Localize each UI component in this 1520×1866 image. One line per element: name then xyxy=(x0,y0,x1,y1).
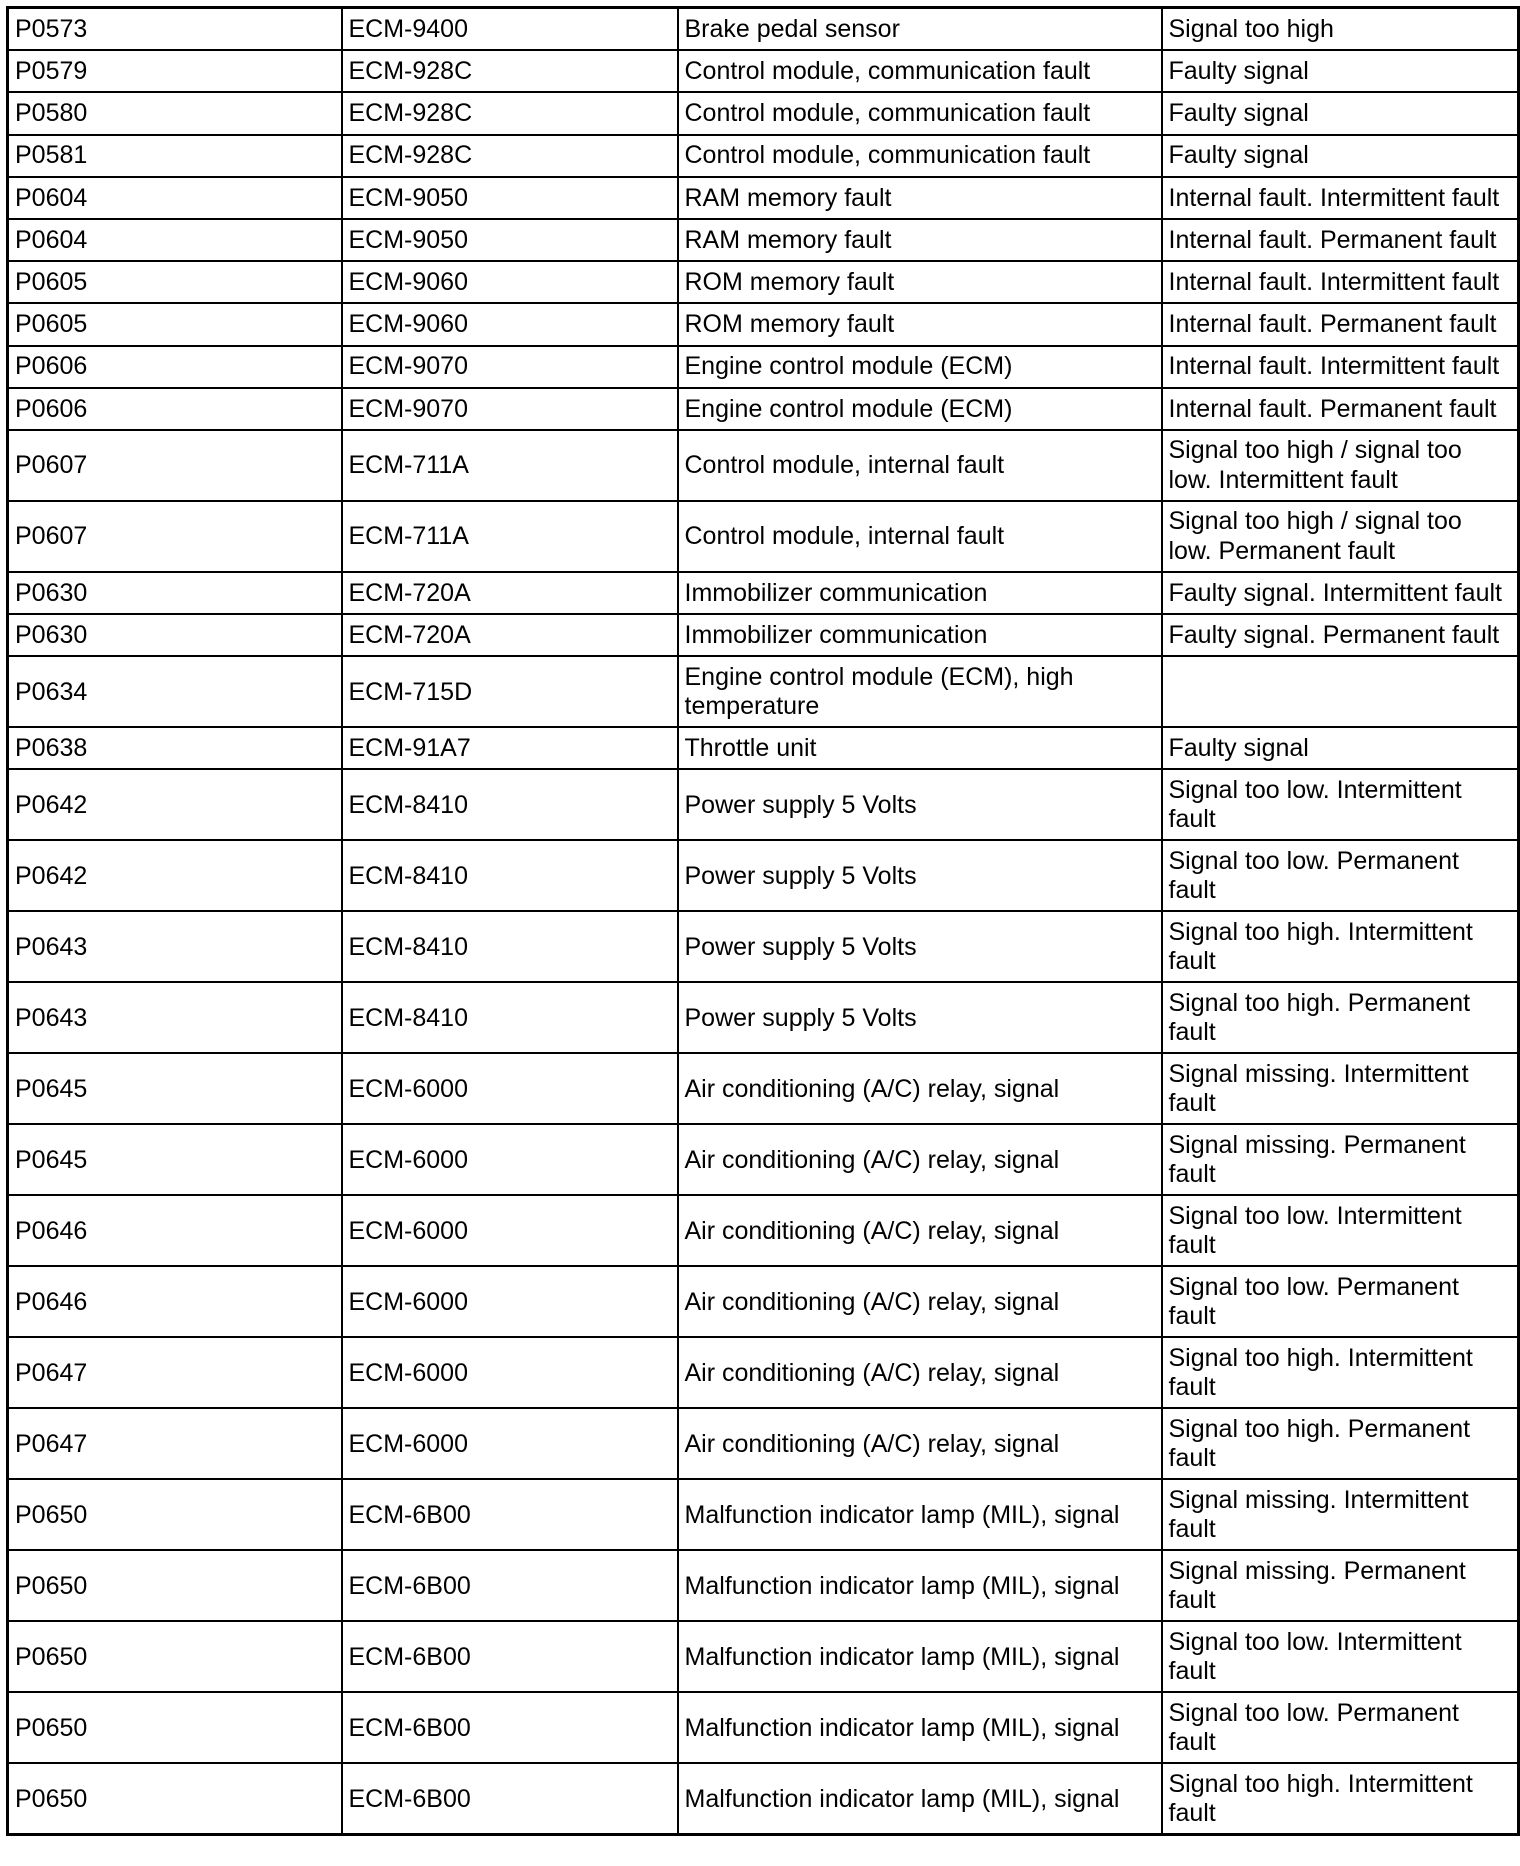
dtc-code-cell: P0646 xyxy=(8,1266,342,1337)
ecm-code-cell: ECM-6000 xyxy=(342,1337,678,1408)
ecm-code-cell: ECM-9060 xyxy=(342,303,678,345)
dtc-code-cell: P0650 xyxy=(8,1550,342,1621)
ecm-code-cell: ECM-6B00 xyxy=(342,1692,678,1763)
component-cell: Control module, internal fault xyxy=(678,430,1162,501)
component-cell: ROM memory fault xyxy=(678,303,1162,345)
fault-status-cell: Signal too high. Intermittent fault xyxy=(1162,1337,1519,1408)
table-row xyxy=(8,1266,1519,1337)
fault-status-cell: Internal fault. Intermittent fault xyxy=(1162,346,1519,388)
fault-status-cell: Faulty signal xyxy=(1162,727,1519,769)
table-row xyxy=(8,1195,1519,1266)
component-cell: Immobilizer communication xyxy=(678,614,1162,656)
table-row xyxy=(8,219,1519,261)
dtc-code-cell: P0650 xyxy=(8,1621,342,1692)
ecm-code-cell: ECM-8410 xyxy=(342,911,678,982)
table-row xyxy=(8,727,1519,769)
fault-status-cell: Faulty signal. Intermittent fault xyxy=(1162,572,1519,614)
ecm-code-cell: ECM-8410 xyxy=(342,769,678,840)
dtc-code-cell: P0650 xyxy=(8,1692,342,1763)
component-cell: Air conditioning (A/C) relay, signal xyxy=(678,1408,1162,1479)
dtc-code-cell: P0650 xyxy=(8,1763,342,1835)
table-row xyxy=(8,303,1519,345)
component-cell: Air conditioning (A/C) relay, signal xyxy=(678,1195,1162,1266)
ecm-code-cell: ECM-6B00 xyxy=(342,1479,678,1550)
table-row xyxy=(8,501,1519,572)
ecm-code-cell: ECM-9050 xyxy=(342,219,678,261)
component-cell: Malfunction indicator lamp (MIL), signal xyxy=(678,1550,1162,1621)
table-row xyxy=(8,1124,1519,1195)
component-cell: Malfunction indicator lamp (MIL), signal xyxy=(678,1763,1162,1835)
component-cell: Control module, communication fault xyxy=(678,135,1162,177)
dtc-code-cell: P0643 xyxy=(8,911,342,982)
component-cell: ROM memory fault xyxy=(678,261,1162,303)
dtc-code-cell: P0606 xyxy=(8,388,342,430)
document-page xyxy=(6,6,1517,1836)
table-row xyxy=(8,769,1519,840)
component-cell: Engine control module (ECM) xyxy=(678,388,1162,430)
table-row xyxy=(8,430,1519,501)
fault-status-cell: Faulty signal xyxy=(1162,135,1519,177)
table-row xyxy=(8,1337,1519,1408)
table-row xyxy=(8,1692,1519,1763)
ecm-code-cell: ECM-928C xyxy=(342,92,678,134)
dtc-table-body xyxy=(8,8,1519,1835)
ecm-code-cell: ECM-9050 xyxy=(342,177,678,219)
ecm-code-cell: ECM-9070 xyxy=(342,346,678,388)
ecm-code-cell: ECM-9070 xyxy=(342,388,678,430)
fault-status-cell: Signal too high. Permanent fault xyxy=(1162,1408,1519,1479)
dtc-table xyxy=(6,6,1520,1836)
dtc-code-cell: P0605 xyxy=(8,303,342,345)
component-cell: Power supply 5 Volts xyxy=(678,840,1162,911)
table-row xyxy=(8,261,1519,303)
dtc-code-cell: P0607 xyxy=(8,430,342,501)
ecm-code-cell: ECM-8410 xyxy=(342,840,678,911)
ecm-code-cell: ECM-711A xyxy=(342,501,678,572)
dtc-code-cell: P0643 xyxy=(8,982,342,1053)
table-row xyxy=(8,177,1519,219)
ecm-code-cell: ECM-6000 xyxy=(342,1124,678,1195)
dtc-code-cell: P0650 xyxy=(8,1479,342,1550)
ecm-code-cell: ECM-6B00 xyxy=(342,1763,678,1835)
ecm-code-cell: ECM-91A7 xyxy=(342,727,678,769)
component-cell: Power supply 5 Volts xyxy=(678,982,1162,1053)
table-row xyxy=(8,1408,1519,1479)
table-row xyxy=(8,911,1519,982)
component-cell: Air conditioning (A/C) relay, signal xyxy=(678,1266,1162,1337)
component-cell: Power supply 5 Volts xyxy=(678,911,1162,982)
fault-status-cell: Internal fault. Permanent fault xyxy=(1162,303,1519,345)
ecm-code-cell: ECM-928C xyxy=(342,50,678,92)
dtc-code-cell: P0638 xyxy=(8,727,342,769)
dtc-code-cell: P0630 xyxy=(8,572,342,614)
ecm-code-cell: ECM-6000 xyxy=(342,1266,678,1337)
fault-status-cell: Signal too high. Intermittent fault xyxy=(1162,1763,1519,1835)
table-row xyxy=(8,1550,1519,1621)
fault-status-cell: Signal missing. Intermittent fault xyxy=(1162,1479,1519,1550)
fault-status-cell: Signal too high. Permanent fault xyxy=(1162,982,1519,1053)
component-cell: Air conditioning (A/C) relay, signal xyxy=(678,1053,1162,1124)
table-row xyxy=(8,840,1519,911)
table-row xyxy=(8,346,1519,388)
ecm-code-cell: ECM-6000 xyxy=(342,1408,678,1479)
dtc-code-cell: P0646 xyxy=(8,1195,342,1266)
table-row xyxy=(8,572,1519,614)
ecm-code-cell: ECM-928C xyxy=(342,135,678,177)
ecm-code-cell: ECM-6B00 xyxy=(342,1621,678,1692)
fault-status-cell xyxy=(1162,656,1519,727)
fault-status-cell: Signal too high xyxy=(1162,8,1519,51)
fault-status-cell: Signal too low. Intermittent fault xyxy=(1162,1621,1519,1692)
fault-status-cell: Internal fault. Intermittent fault xyxy=(1162,177,1519,219)
component-cell: Air conditioning (A/C) relay, signal xyxy=(678,1337,1162,1408)
component-cell: Malfunction indicator lamp (MIL), signal xyxy=(678,1621,1162,1692)
table-row xyxy=(8,1479,1519,1550)
fault-status-cell: Faulty signal. Permanent fault xyxy=(1162,614,1519,656)
dtc-code-cell: P0630 xyxy=(8,614,342,656)
fault-status-cell: Signal too low. Permanent fault xyxy=(1162,1692,1519,1763)
fault-status-cell: Internal fault. Permanent fault xyxy=(1162,388,1519,430)
component-cell: Immobilizer communication xyxy=(678,572,1162,614)
ecm-code-cell: ECM-9400 xyxy=(342,8,678,51)
fault-status-cell: Signal too low. Permanent fault xyxy=(1162,1266,1519,1337)
table-row xyxy=(8,982,1519,1053)
ecm-code-cell: ECM-720A xyxy=(342,614,678,656)
fault-status-cell: Internal fault. Intermittent fault xyxy=(1162,261,1519,303)
component-cell: RAM memory fault xyxy=(678,177,1162,219)
dtc-code-cell: P0634 xyxy=(8,656,342,727)
table-row xyxy=(8,135,1519,177)
dtc-code-cell: P0607 xyxy=(8,501,342,572)
dtc-code-cell: P0642 xyxy=(8,840,342,911)
fault-status-cell: Signal too high. Intermittent fault xyxy=(1162,911,1519,982)
ecm-code-cell: ECM-8410 xyxy=(342,982,678,1053)
component-cell: Control module, internal fault xyxy=(678,501,1162,572)
dtc-code-cell: P0604 xyxy=(8,177,342,219)
fault-status-cell: Signal missing. Permanent fault xyxy=(1162,1550,1519,1621)
dtc-code-cell: P0581 xyxy=(8,135,342,177)
component-cell: Brake pedal sensor xyxy=(678,8,1162,51)
component-cell: Engine control module (ECM), high temperature xyxy=(678,656,1162,727)
table-row xyxy=(8,1621,1519,1692)
component-cell: Throttle unit xyxy=(678,727,1162,769)
table-row xyxy=(8,92,1519,134)
dtc-code-cell: P0573 xyxy=(8,8,342,51)
dtc-code-cell: P0645 xyxy=(8,1124,342,1195)
fault-status-cell: Signal too high / signal too low. Permanent fault xyxy=(1162,501,1519,572)
fault-status-cell: Signal too low. Permanent fault xyxy=(1162,840,1519,911)
dtc-code-cell: P0647 xyxy=(8,1337,342,1408)
component-cell: RAM memory fault xyxy=(678,219,1162,261)
fault-status-cell: Faulty signal xyxy=(1162,50,1519,92)
ecm-code-cell: ECM-711A xyxy=(342,430,678,501)
dtc-code-cell: P0579 xyxy=(8,50,342,92)
ecm-code-cell: ECM-6000 xyxy=(342,1053,678,1124)
table-row xyxy=(8,8,1519,51)
dtc-code-cell: P0580 xyxy=(8,92,342,134)
fault-status-cell: Signal too low. Intermittent fault xyxy=(1162,769,1519,840)
component-cell: Air conditioning (A/C) relay, signal xyxy=(678,1124,1162,1195)
component-cell: Control module, communication fault xyxy=(678,50,1162,92)
fault-status-cell: Signal missing. Intermittent fault xyxy=(1162,1053,1519,1124)
component-cell: Malfunction indicator lamp (MIL), signal xyxy=(678,1479,1162,1550)
fault-status-cell: Faulty signal xyxy=(1162,92,1519,134)
table-row xyxy=(8,1053,1519,1124)
dtc-code-cell: P0606 xyxy=(8,346,342,388)
table-row xyxy=(8,656,1519,727)
component-cell: Malfunction indicator lamp (MIL), signal xyxy=(678,1692,1162,1763)
dtc-code-cell: P0647 xyxy=(8,1408,342,1479)
dtc-code-cell: P0645 xyxy=(8,1053,342,1124)
dtc-code-cell: P0604 xyxy=(8,219,342,261)
ecm-code-cell: ECM-720A xyxy=(342,572,678,614)
ecm-code-cell: ECM-9060 xyxy=(342,261,678,303)
table-row xyxy=(8,614,1519,656)
ecm-code-cell: ECM-6B00 xyxy=(342,1550,678,1621)
fault-status-cell: Signal too high / signal too low. Intermittent fault xyxy=(1162,430,1519,501)
component-cell: Control module, communication fault xyxy=(678,92,1162,134)
ecm-code-cell: ECM-6000 xyxy=(342,1195,678,1266)
fault-status-cell: Signal missing. Permanent fault xyxy=(1162,1124,1519,1195)
fault-status-cell: Internal fault. Permanent fault xyxy=(1162,219,1519,261)
table-row xyxy=(8,388,1519,430)
dtc-code-cell: P0605 xyxy=(8,261,342,303)
dtc-code-cell: P0642 xyxy=(8,769,342,840)
table-row xyxy=(8,1763,1519,1835)
ecm-code-cell: ECM-715D xyxy=(342,656,678,727)
component-cell: Engine control module (ECM) xyxy=(678,346,1162,388)
component-cell: Power supply 5 Volts xyxy=(678,769,1162,840)
fault-status-cell: Signal too low. Intermittent fault xyxy=(1162,1195,1519,1266)
table-row xyxy=(8,50,1519,92)
